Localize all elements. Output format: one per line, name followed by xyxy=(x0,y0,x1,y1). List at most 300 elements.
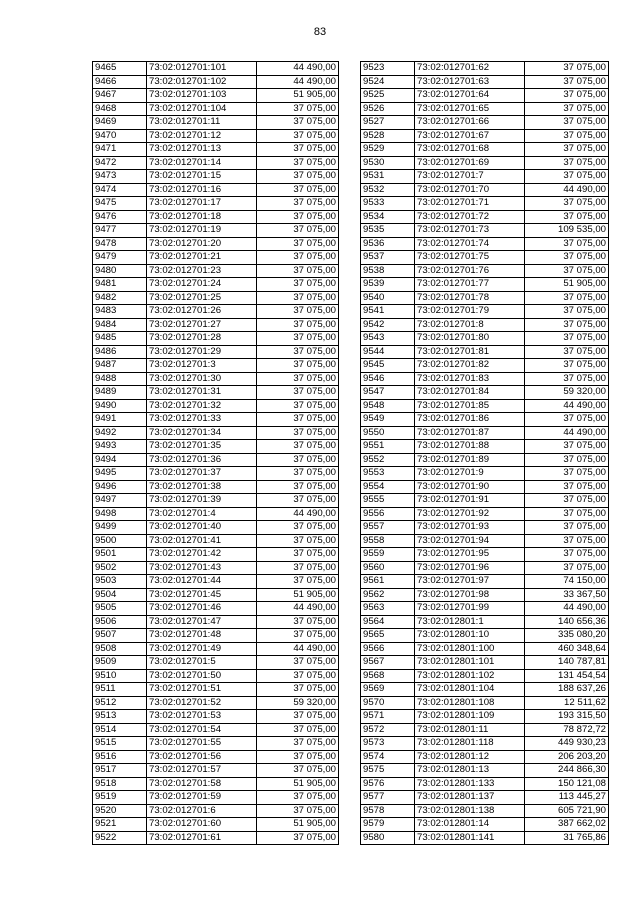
cadastral-value: 37 075,00 xyxy=(257,386,339,400)
row-number: 9475 xyxy=(93,197,147,211)
cadastral-value: 37 075,00 xyxy=(257,629,339,643)
cadastral-number: 73:02:012701:86 xyxy=(415,413,525,427)
row-number: 9476 xyxy=(93,210,147,224)
left-table-body xyxy=(93,62,339,845)
cadastral-number: 73:02:012701:87 xyxy=(415,426,525,440)
cadastral-number: 73:02:012701:4 xyxy=(147,507,257,521)
cadastral-value: 37 075,00 xyxy=(525,197,609,211)
table-row xyxy=(93,602,339,616)
row-number: 9493 xyxy=(93,440,147,454)
table-row xyxy=(93,480,339,494)
table-row xyxy=(93,413,339,427)
table-row xyxy=(361,548,609,562)
table-row xyxy=(361,453,609,467)
row-number: 9565 xyxy=(361,629,415,643)
cadastral-number: 73:02:012801:141 xyxy=(415,831,525,845)
cadastral-value: 37 075,00 xyxy=(257,534,339,548)
table-row xyxy=(361,143,609,157)
cadastral-value: 37 075,00 xyxy=(525,507,609,521)
row-number: 9466 xyxy=(93,75,147,89)
cadastral-number: 73:02:012701:64 xyxy=(415,89,525,103)
table-row xyxy=(93,588,339,602)
row-number: 9483 xyxy=(93,305,147,319)
cadastral-number: 73:02:012801:108 xyxy=(415,696,525,710)
cadastral-number: 73:02:012701:94 xyxy=(415,534,525,548)
cadastral-value: 37 075,00 xyxy=(525,561,609,575)
row-number: 9477 xyxy=(93,224,147,238)
cadastral-number: 73:02:012801:13 xyxy=(415,764,525,778)
row-number: 9545 xyxy=(361,359,415,373)
cadastral-number: 73:02:012701:73 xyxy=(415,224,525,238)
cadastral-value: 37 075,00 xyxy=(525,143,609,157)
table-row xyxy=(93,804,339,818)
cadastral-number: 73:02:012701:38 xyxy=(147,480,257,494)
cadastral-number: 73:02:012701:69 xyxy=(415,156,525,170)
row-number: 9571 xyxy=(361,710,415,724)
row-number: 9549 xyxy=(361,413,415,427)
cadastral-value: 44 490,00 xyxy=(525,426,609,440)
row-number: 9542 xyxy=(361,318,415,332)
row-number: 9495 xyxy=(93,467,147,481)
cadastral-number: 73:02:012701:97 xyxy=(415,575,525,589)
cadastral-value: 37 075,00 xyxy=(257,399,339,413)
table-row xyxy=(93,210,339,224)
row-number: 9499 xyxy=(93,521,147,535)
row-number: 9471 xyxy=(93,143,147,157)
table-row xyxy=(361,264,609,278)
cadastral-value: 37 075,00 xyxy=(257,831,339,845)
cadastral-number: 73:02:012801:1 xyxy=(415,615,525,629)
row-number: 9465 xyxy=(93,62,147,76)
row-number: 9557 xyxy=(361,521,415,535)
cadastral-value: 37 075,00 xyxy=(257,197,339,211)
cadastral-value: 113 445,27 xyxy=(525,791,609,805)
cadastral-value: 37 075,00 xyxy=(257,372,339,386)
row-number: 9492 xyxy=(93,426,147,440)
row-number: 9573 xyxy=(361,737,415,751)
cadastral-value: 387 662,02 xyxy=(525,818,609,832)
cadastral-value: 37 075,00 xyxy=(257,467,339,481)
row-number: 9479 xyxy=(93,251,147,265)
row-number: 9508 xyxy=(93,642,147,656)
row-number: 9503 xyxy=(93,575,147,589)
table-row xyxy=(361,723,609,737)
cadastral-value: 37 075,00 xyxy=(257,561,339,575)
table-row xyxy=(93,642,339,656)
row-number: 9482 xyxy=(93,291,147,305)
cadastral-value: 244 866,30 xyxy=(525,764,609,778)
cadastral-value: 37 075,00 xyxy=(525,332,609,346)
cadastral-value: 44 490,00 xyxy=(257,602,339,616)
row-number: 9474 xyxy=(93,183,147,197)
cadastral-number: 73:02:012701:67 xyxy=(415,129,525,143)
cadastral-number: 73:02:012701:40 xyxy=(147,521,257,535)
cadastral-number: 73:02:012701:48 xyxy=(147,629,257,643)
cadastral-value: 37 075,00 xyxy=(525,548,609,562)
cadastral-value: 37 075,00 xyxy=(257,237,339,251)
table-row xyxy=(361,588,609,602)
cadastral-number: 73:02:012701:99 xyxy=(415,602,525,616)
table-row xyxy=(93,89,339,103)
cadastral-number: 73:02:012801:11 xyxy=(415,723,525,737)
cadastral-value: 37 075,00 xyxy=(257,143,339,157)
row-number: 9506 xyxy=(93,615,147,629)
row-number: 9578 xyxy=(361,804,415,818)
cadastral-number: 73:02:012701:71 xyxy=(415,197,525,211)
cadastral-value: 37 075,00 xyxy=(525,534,609,548)
cadastral-value: 31 765,86 xyxy=(525,831,609,845)
row-number: 9480 xyxy=(93,264,147,278)
row-number: 9520 xyxy=(93,804,147,818)
row-number: 9536 xyxy=(361,237,415,251)
cadastral-number: 73:02:012701:28 xyxy=(147,332,257,346)
table-row xyxy=(93,426,339,440)
row-number: 9580 xyxy=(361,831,415,845)
table-row xyxy=(361,629,609,643)
cadastral-value: 37 075,00 xyxy=(257,183,339,197)
cadastral-number: 73:02:012701:50 xyxy=(147,669,257,683)
row-number: 9490 xyxy=(93,399,147,413)
table-row xyxy=(361,413,609,427)
row-number: 9563 xyxy=(361,602,415,616)
cadastral-number: 73:02:012701:31 xyxy=(147,386,257,400)
row-number: 9555 xyxy=(361,494,415,508)
cadastral-value: 37 075,00 xyxy=(525,453,609,467)
cadastral-value: 37 075,00 xyxy=(257,440,339,454)
row-number: 9514 xyxy=(93,723,147,737)
cadastral-number: 73:02:012701:46 xyxy=(147,602,257,616)
cadastral-value: 44 490,00 xyxy=(525,602,609,616)
row-number: 9516 xyxy=(93,750,147,764)
cadastral-number: 73:02:012701:17 xyxy=(147,197,257,211)
row-number: 9486 xyxy=(93,345,147,359)
cadastral-number: 73:02:012701:29 xyxy=(147,345,257,359)
cadastral-value: 37 075,00 xyxy=(257,480,339,494)
cadastral-number: 73:02:012701:24 xyxy=(147,278,257,292)
table-row xyxy=(93,467,339,481)
table-row xyxy=(93,696,339,710)
table-row xyxy=(93,534,339,548)
cadastral-value: 51 905,00 xyxy=(257,89,339,103)
row-number: 9579 xyxy=(361,818,415,832)
cadastral-number: 73:02:012801:10 xyxy=(415,629,525,643)
table-row xyxy=(361,345,609,359)
row-number: 9556 xyxy=(361,507,415,521)
cadastral-number: 73:02:012701:58 xyxy=(147,777,257,791)
cadastral-value: 37 075,00 xyxy=(257,737,339,751)
cadastral-value: 37 075,00 xyxy=(525,62,609,76)
row-number: 9502 xyxy=(93,561,147,575)
table-row xyxy=(93,507,339,521)
row-number: 9535 xyxy=(361,224,415,238)
table-row xyxy=(361,656,609,670)
table-row xyxy=(361,197,609,211)
cadastral-number: 73:02:012801:137 xyxy=(415,791,525,805)
row-number: 9529 xyxy=(361,143,415,157)
table-row xyxy=(93,129,339,143)
table-row xyxy=(361,129,609,143)
row-number: 9509 xyxy=(93,656,147,670)
cadastral-number: 73:02:012701:81 xyxy=(415,345,525,359)
cadastral-value: 44 490,00 xyxy=(257,62,339,76)
table-row xyxy=(93,264,339,278)
cadastral-value: 188 637,26 xyxy=(525,683,609,697)
table-row xyxy=(361,291,609,305)
table-row xyxy=(361,642,609,656)
cadastral-value: 37 075,00 xyxy=(257,413,339,427)
cadastral-value: 51 905,00 xyxy=(257,818,339,832)
table-row xyxy=(361,494,609,508)
row-number: 9553 xyxy=(361,467,415,481)
cadastral-number: 73:02:012701:93 xyxy=(415,521,525,535)
cadastral-number: 73:02:012701:47 xyxy=(147,615,257,629)
cadastral-value: 37 075,00 xyxy=(525,237,609,251)
cadastral-number: 73:02:012701:98 xyxy=(415,588,525,602)
cadastral-value: 37 075,00 xyxy=(257,170,339,184)
cadastral-number: 73:02:012701:104 xyxy=(147,102,257,116)
cadastral-number: 73:02:012801:133 xyxy=(415,777,525,791)
table-row xyxy=(93,561,339,575)
table-row xyxy=(93,156,339,170)
cadastral-value: 37 075,00 xyxy=(525,156,609,170)
cadastral-value: 37 075,00 xyxy=(525,89,609,103)
cadastral-value: 37 075,00 xyxy=(257,669,339,683)
table-row xyxy=(93,305,339,319)
table-row xyxy=(93,791,339,805)
cadastral-value: 193 315,50 xyxy=(525,710,609,724)
row-number: 9530 xyxy=(361,156,415,170)
table-row xyxy=(93,372,339,386)
cadastral-value: 37 075,00 xyxy=(525,129,609,143)
cadastral-number: 73:02:012801:100 xyxy=(415,642,525,656)
row-number: 9539 xyxy=(361,278,415,292)
row-number: 9540 xyxy=(361,291,415,305)
row-number: 9494 xyxy=(93,453,147,467)
cadastral-value: 140 656,36 xyxy=(525,615,609,629)
cadastral-value: 37 075,00 xyxy=(257,291,339,305)
cadastral-value: 51 905,00 xyxy=(257,588,339,602)
row-number: 9574 xyxy=(361,750,415,764)
table-row xyxy=(361,156,609,170)
table-row xyxy=(361,710,609,724)
table-row xyxy=(361,440,609,454)
cadastral-value: 37 075,00 xyxy=(525,264,609,278)
row-number: 9524 xyxy=(361,75,415,89)
cadastral-number: 73:02:012701:75 xyxy=(415,251,525,265)
cadastral-number: 73:02:012701:44 xyxy=(147,575,257,589)
cadastral-number: 73:02:012701:59 xyxy=(147,791,257,805)
row-number: 9501 xyxy=(93,548,147,562)
table-row xyxy=(93,116,339,130)
table-row xyxy=(361,575,609,589)
cadastral-number: 73:02:012701:57 xyxy=(147,764,257,778)
row-number: 9512 xyxy=(93,696,147,710)
row-number: 9544 xyxy=(361,345,415,359)
cadastral-value: 37 075,00 xyxy=(257,102,339,116)
cadastral-number: 73:02:012701:18 xyxy=(147,210,257,224)
cadastral-number: 73:02:012701:91 xyxy=(415,494,525,508)
table-row xyxy=(361,818,609,832)
cadastral-value: 37 075,00 xyxy=(257,129,339,143)
row-number: 9560 xyxy=(361,561,415,575)
table-row xyxy=(93,62,339,76)
row-number: 9498 xyxy=(93,507,147,521)
row-number: 9472 xyxy=(93,156,147,170)
cadastral-value: 37 075,00 xyxy=(257,521,339,535)
table-row xyxy=(361,89,609,103)
cadastral-value: 37 075,00 xyxy=(257,750,339,764)
row-number: 9551 xyxy=(361,440,415,454)
table-row xyxy=(93,251,339,265)
row-number: 9568 xyxy=(361,669,415,683)
cadastral-value: 460 348,64 xyxy=(525,642,609,656)
row-number: 9518 xyxy=(93,777,147,791)
table-row xyxy=(93,710,339,724)
cadastral-number: 73:02:012701:68 xyxy=(415,143,525,157)
row-number: 9496 xyxy=(93,480,147,494)
cadastral-number: 73:02:012701:35 xyxy=(147,440,257,454)
cadastral-number: 73:02:012701:55 xyxy=(147,737,257,751)
cadastral-value: 335 080,20 xyxy=(525,629,609,643)
cadastral-number: 73:02:012701:5 xyxy=(147,656,257,670)
cadastral-value: 37 075,00 xyxy=(257,359,339,373)
cadastral-value: 37 075,00 xyxy=(257,224,339,238)
cadastral-value: 37 075,00 xyxy=(525,318,609,332)
cadastral-number: 73:02:012701:76 xyxy=(415,264,525,278)
cadastral-value: 44 490,00 xyxy=(525,183,609,197)
row-number: 9528 xyxy=(361,129,415,143)
row-number: 9478 xyxy=(93,237,147,251)
table-row xyxy=(361,332,609,346)
table-row xyxy=(93,615,339,629)
cadastral-number: 73:02:012701:30 xyxy=(147,372,257,386)
cadastral-number: 73:02:012701:37 xyxy=(147,467,257,481)
cadastral-number: 73:02:012701:101 xyxy=(147,62,257,76)
table-row xyxy=(361,251,609,265)
table-row xyxy=(361,75,609,89)
row-number: 9527 xyxy=(361,116,415,130)
row-number: 9548 xyxy=(361,399,415,413)
cadastral-value: 44 490,00 xyxy=(257,75,339,89)
cadastral-value: 37 075,00 xyxy=(525,372,609,386)
row-number: 9505 xyxy=(93,602,147,616)
left-registry-table xyxy=(92,61,339,845)
cadastral-number: 73:02:012801:101 xyxy=(415,656,525,670)
cadastral-value: 37 075,00 xyxy=(525,116,609,130)
cadastral-number: 73:02:012701:41 xyxy=(147,534,257,548)
cadastral-number: 73:02:012701:53 xyxy=(147,710,257,724)
table-row xyxy=(93,521,339,535)
row-number: 9469 xyxy=(93,116,147,130)
cadastral-value: 109 535,00 xyxy=(525,224,609,238)
row-number: 9541 xyxy=(361,305,415,319)
table-row xyxy=(93,197,339,211)
table-row xyxy=(93,237,339,251)
row-number: 9467 xyxy=(93,89,147,103)
table-row xyxy=(93,548,339,562)
row-number: 9534 xyxy=(361,210,415,224)
cadastral-value: 605 721,90 xyxy=(525,804,609,818)
cadastral-value: 37 075,00 xyxy=(525,413,609,427)
cadastral-value: 74 150,00 xyxy=(525,575,609,589)
cadastral-number: 73:02:012701:62 xyxy=(415,62,525,76)
row-number: 9567 xyxy=(361,656,415,670)
table-row xyxy=(361,750,609,764)
row-number: 9569 xyxy=(361,683,415,697)
row-number: 9507 xyxy=(93,629,147,643)
cadastral-number: 73:02:012701:79 xyxy=(415,305,525,319)
cadastral-number: 73:02:012701:49 xyxy=(147,642,257,656)
table-row xyxy=(361,521,609,535)
cadastral-number: 73:02:012701:72 xyxy=(415,210,525,224)
cadastral-number: 73:02:012801:104 xyxy=(415,683,525,697)
row-number: 9523 xyxy=(361,62,415,76)
row-number: 9500 xyxy=(93,534,147,548)
table-row xyxy=(361,683,609,697)
cadastral-value: 37 075,00 xyxy=(257,345,339,359)
cadastral-number: 73:02:012701:11 xyxy=(147,116,257,130)
row-number: 9525 xyxy=(361,89,415,103)
cadastral-value: 37 075,00 xyxy=(257,548,339,562)
cadastral-number: 73:02:012701:6 xyxy=(147,804,257,818)
cadastral-value: 51 905,00 xyxy=(525,278,609,292)
table-row xyxy=(361,210,609,224)
table-row xyxy=(361,224,609,238)
row-number: 9562 xyxy=(361,588,415,602)
cadastral-value: 37 075,00 xyxy=(257,764,339,778)
cadastral-number: 73:02:012801:118 xyxy=(415,737,525,751)
cadastral-number: 73:02:012701:85 xyxy=(415,399,525,413)
page-number: 83 xyxy=(313,26,327,38)
row-number: 9526 xyxy=(361,102,415,116)
cadastral-value: 37 075,00 xyxy=(257,278,339,292)
table-row xyxy=(361,480,609,494)
row-number: 9468 xyxy=(93,102,147,116)
row-number: 9572 xyxy=(361,723,415,737)
table-row xyxy=(361,170,609,184)
cadastral-number: 73:02:012701:34 xyxy=(147,426,257,440)
cadastral-value: 37 075,00 xyxy=(257,804,339,818)
table-row xyxy=(93,102,339,116)
cadastral-value: 78 872,72 xyxy=(525,723,609,737)
row-number: 9485 xyxy=(93,332,147,346)
cadastral-value: 12 511,62 xyxy=(525,696,609,710)
row-number: 9538 xyxy=(361,264,415,278)
cadastral-number: 73:02:012701:13 xyxy=(147,143,257,157)
row-number: 9543 xyxy=(361,332,415,346)
cadastral-value: 37 075,00 xyxy=(525,521,609,535)
cadastral-value: 37 075,00 xyxy=(257,723,339,737)
cadastral-value: 150 121,08 xyxy=(525,777,609,791)
cadastral-value: 37 075,00 xyxy=(525,210,609,224)
cadastral-value: 37 075,00 xyxy=(257,251,339,265)
cadastral-value: 37 075,00 xyxy=(257,210,339,224)
row-number: 9497 xyxy=(93,494,147,508)
cadastral-value: 131 454,54 xyxy=(525,669,609,683)
cadastral-value: 37 075,00 xyxy=(525,75,609,89)
cadastral-number: 73:02:012701:51 xyxy=(147,683,257,697)
cadastral-number: 73:02:012701:77 xyxy=(415,278,525,292)
cadastral-number: 73:02:012701:7 xyxy=(415,170,525,184)
cadastral-number: 73:02:012701:43 xyxy=(147,561,257,575)
row-number: 9484 xyxy=(93,318,147,332)
table-row xyxy=(361,183,609,197)
table-row xyxy=(93,224,339,238)
row-number: 9532 xyxy=(361,183,415,197)
table-row xyxy=(93,440,339,454)
table-row xyxy=(93,777,339,791)
table-row xyxy=(93,386,339,400)
